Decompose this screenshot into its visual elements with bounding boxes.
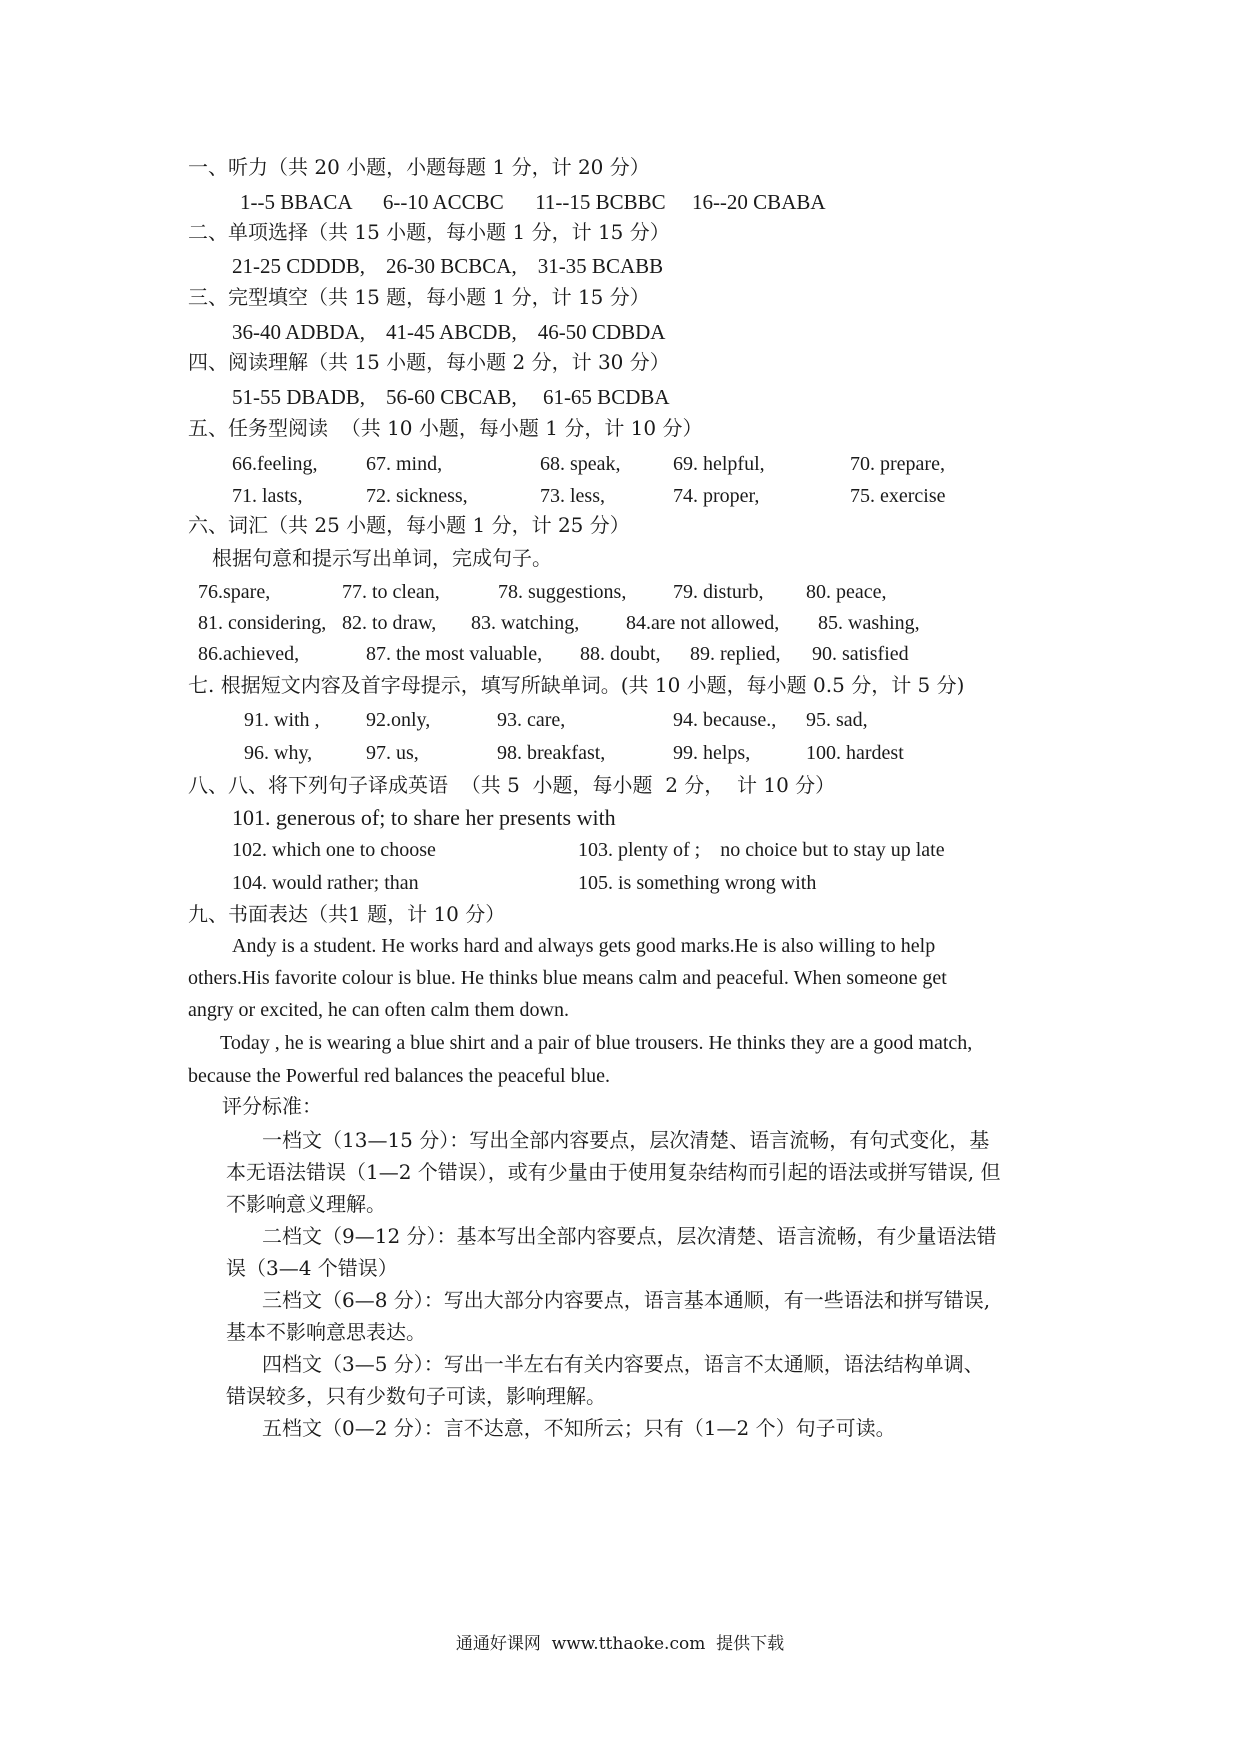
answer-104: 104. would rather; than — [232, 872, 419, 894]
criteria-line-5: 误（3—4 个错误） — [226, 1256, 398, 1280]
criteria-line-7: 基本不影响意思表达。 — [226, 1320, 426, 1344]
essay-line-3: angry or excited, he can often calm them down. — [188, 999, 569, 1021]
answer-103: 103. plenty of ; no choice but to stay up late — [578, 839, 945, 861]
section-5-heading: 五、任务型阅读 （共 10 小题，每小题 1 分，计 10 分） — [188, 416, 703, 440]
answer-102: 102. which one to choose — [232, 839, 436, 861]
criteria-line-9: 错误较多，只有少数句子可读，影响理解。 — [226, 1384, 606, 1408]
section-3-answers: 36-40 ADBDA, 41-45 ABCDB, 46-50 CDBDA — [232, 320, 666, 344]
section-9-heading: 九、书面表达（共1 题，计 10 分） — [188, 902, 506, 926]
answer-80: 80. peace, — [806, 581, 887, 603]
answer-105: 105. is something wrong with — [578, 872, 817, 894]
answer-67: 67. mind, — [366, 453, 443, 475]
essay-line-2: others.His favorite colour is blue. He thinks blue means calm and peaceful. When someone get — [188, 967, 947, 989]
answer-93: 93. care, — [497, 709, 566, 731]
section-1-answers: 1--5 BBACA 6--10 ACCBC 11--15 BCBBC 16--20 CBABA — [240, 190, 826, 214]
answer-84: 84.are not allowed, — [626, 612, 780, 634]
answer-88: 88. doubt, — [580, 643, 661, 665]
criteria-line-10: 五档文（0—2 分）：言不达意，不知所云；只有（1—2 个）句子可读。 — [262, 1416, 896, 1440]
answer-71: 71. lasts, — [232, 485, 303, 507]
answer-90: 90. satisfied — [812, 643, 909, 665]
answer-74: 74. proper, — [673, 485, 760, 507]
answer-78: 78. suggestions, — [498, 581, 627, 603]
answer-91: 91. with , — [244, 709, 320, 731]
answer-66: 66.feeling, — [232, 453, 318, 475]
answer-94: 94. because., — [673, 709, 777, 731]
section-6-instruction: 根据句意和提示写出单词，完成句子。 — [212, 546, 552, 570]
criteria-line-8: 四档文（3—5 分）：写出一半左右有关内容要点，语言不太通顺，语法结构单调、 — [262, 1352, 984, 1376]
answer-72: 72. sickness, — [366, 485, 468, 507]
answer-77: 77. to clean, — [342, 581, 440, 603]
criteria-line-4: 二档文（9—12 分）：基本写出全部内容要点，层次清楚、语言流畅，有少量语法错 — [262, 1224, 997, 1248]
section-2-heading: 二、单项选择（共 15 小题，每小题 1 分，计 15 分） — [188, 220, 670, 244]
answer-82: 82. to draw, — [342, 612, 437, 634]
criteria-line-1: 一档文（13—15 分）：写出全部内容要点，层次清楚、语言流畅，有句式变化，基 — [262, 1128, 990, 1152]
section-6-heading: 六、词汇（共 25 小题，每小题 1 分，计 25 分） — [188, 513, 630, 537]
answer-97: 97. us, — [366, 742, 419, 764]
criteria-line-2: 本无语法错误（1—2 个错误），或有少量由于使用复杂结构而引起的语法或拼写错误, 但 — [226, 1160, 1001, 1184]
criteria-title: 评分标准： — [222, 1094, 322, 1118]
criteria-line-6: 三档文（6—8 分）：写出大部分内容要点，语言基本通顺，有一些语法和拼写错误, — [262, 1288, 991, 1312]
answer-70: 70. prepare, — [850, 453, 945, 475]
answer-73: 73. less, — [540, 485, 605, 507]
essay-line-4: Today , he is wearing a blue shirt and a pair of blue trousers. He thinks they are a good match, — [220, 1032, 973, 1054]
section-2-answers: 21-25 CDDDB, 26-30 BCBCA, 31-35 BCABB — [232, 254, 664, 278]
answer-81: 81. considering, — [198, 612, 327, 634]
answer-92: 92.only, — [366, 709, 431, 731]
answer-98: 98. breakfast, — [497, 742, 606, 764]
answer-79: 79. disturb, — [673, 581, 764, 603]
page-footer: 通通好课网 www.tthaoke.com 提供下载 — [455, 1634, 785, 1654]
answer-86: 86.achieved, — [198, 643, 300, 665]
answer-69: 69. helpful, — [673, 453, 765, 475]
answer-99: 99. helps, — [673, 742, 751, 764]
answer-68: 68. speak, — [540, 453, 621, 475]
answer-75: 75. exercise — [850, 485, 946, 507]
section-3-heading: 三、完型填空（共 15 题，每小题 1 分，计 15 分） — [188, 285, 650, 309]
section-4-answers: 51-55 DBADB, 56-60 CBCAB, 61-65 BCDBA — [232, 385, 670, 409]
essay-line-5: because the Powerful red balances the peaceful blue. — [188, 1065, 611, 1087]
section-1-heading: 一、听力（共 20 小题，小题每题 1 分，计 20 分） — [188, 155, 650, 179]
essay-line-1: Andy is a student. He works hard and always gets good marks.He is also willing to help — [232, 935, 936, 957]
answer-100: 100. hardest — [806, 742, 904, 764]
answer-85: 85. washing, — [818, 612, 920, 634]
answer-76: 76.spare, — [198, 581, 271, 603]
criteria-line-3: 不影响意义理解。 — [226, 1192, 386, 1216]
answer-95: 95. sad, — [806, 709, 868, 731]
answer-87: 87. the most valuable, — [366, 643, 543, 665]
section-4-heading: 四、阅读理解（共 15 小题，每小题 2 分，计 30 分） — [188, 350, 670, 374]
answer-89: 89. replied, — [690, 643, 781, 665]
section-7-heading: 七. 根据短文内容及首字母提示，填写所缺单词。(共 10 小题，每小题 0.5 分，计 5 分) — [188, 673, 965, 697]
answer-96: 96. why, — [244, 742, 313, 764]
answer-83: 83. watching, — [471, 612, 580, 634]
answer-101: 101. generous of; to share her presents with — [232, 805, 616, 830]
section-8-heading: 八、八、将下列句子译成英语 （共 5 小题，每小题 2 分， 计 10 分） — [188, 773, 836, 797]
